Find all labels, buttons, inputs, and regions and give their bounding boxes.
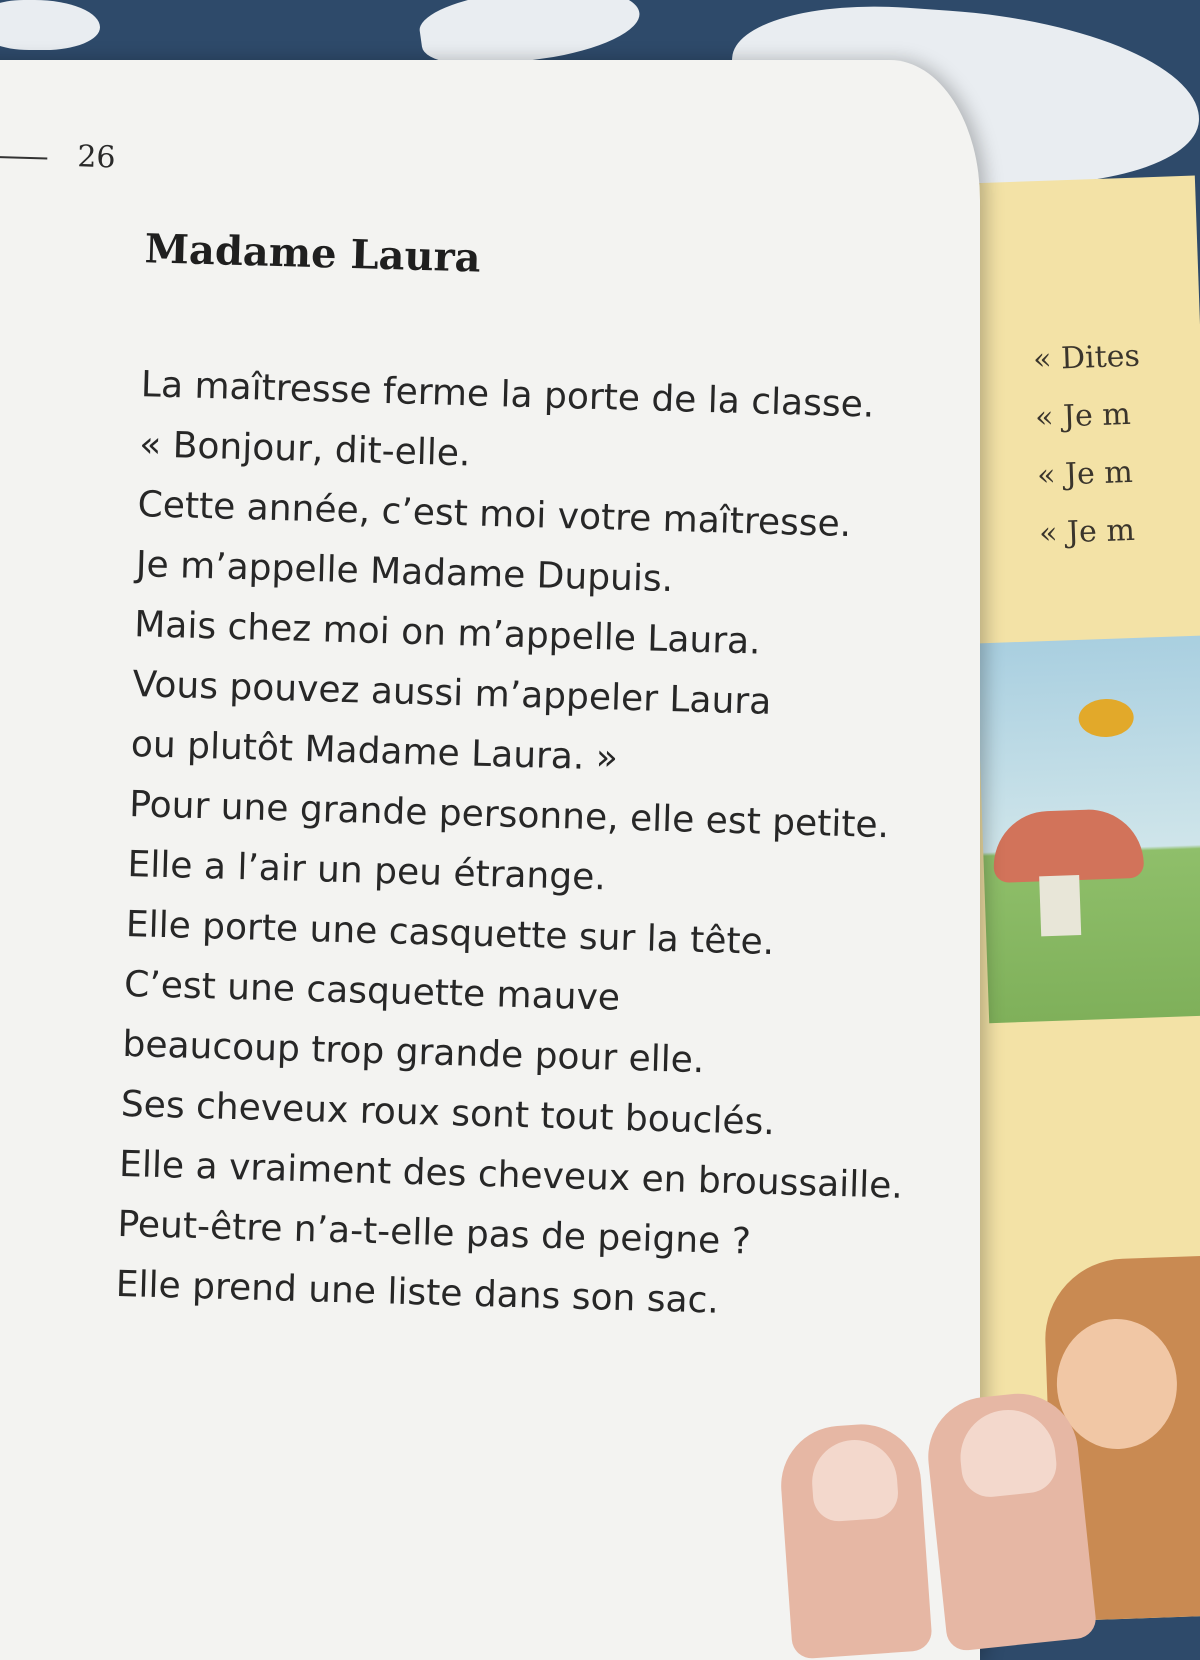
text-line: La maîtresse ferme la porte de la classe. [140, 364, 875, 426]
text-line: Vous pouvez aussi m’appeler Laura [132, 664, 772, 723]
text-line: Je m’appelle Madame Dupuis. [135, 544, 674, 601]
text-line: Cette année, c’est moi votre maîtresse. [137, 484, 852, 546]
right-page-line: « Je m [1038, 512, 1136, 552]
text-line: Elle porte une casquette sur la tête. [125, 903, 775, 964]
text-line: C’est une casquette mauve [123, 963, 621, 1019]
text-line: Mais chez moi on m’appelle Laura. [133, 604, 762, 663]
right-page-text [1032, 328, 1147, 564]
text-line: Pour une grande personne, elle est petite. [128, 784, 890, 847]
text-line: Elle prend une liste dans son sac. [115, 1263, 720, 1322]
header-rule [0, 156, 47, 159]
mushroom-stem [1039, 875, 1081, 936]
right-page-line: « Je m [1034, 396, 1132, 436]
left-page [0, 60, 980, 1660]
text-line: Peut-être n’a-t-elle pas de peigne ? [116, 1203, 752, 1263]
sun-drawing [1078, 698, 1134, 738]
text-line: Elle a vraiment des cheveux en broussaille. [118, 1143, 904, 1207]
text-line: beaucoup trop grande pour elle. [122, 1023, 705, 1082]
text-line: « Bonjour, dit-elle. [138, 424, 472, 475]
mushroom-drawing [992, 808, 1144, 883]
illustration-landscape [976, 635, 1200, 1023]
right-page-line: « Dites [1032, 338, 1141, 378]
text-line: ou plutôt Madame Laura. » [130, 724, 619, 779]
text-line: Elle a l’air un peu étrange. [127, 844, 607, 899]
right-page-line: « Je m [1036, 454, 1134, 494]
background-cloth [0, 0, 100, 50]
chapter-title: Madame Laura [144, 225, 482, 282]
page-content [0, 60, 960, 1587]
text-line: Ses cheveux roux sont tout bouclés. [120, 1083, 776, 1144]
page-number: 26 [76, 139, 117, 176]
body-text [115, 355, 925, 1337]
